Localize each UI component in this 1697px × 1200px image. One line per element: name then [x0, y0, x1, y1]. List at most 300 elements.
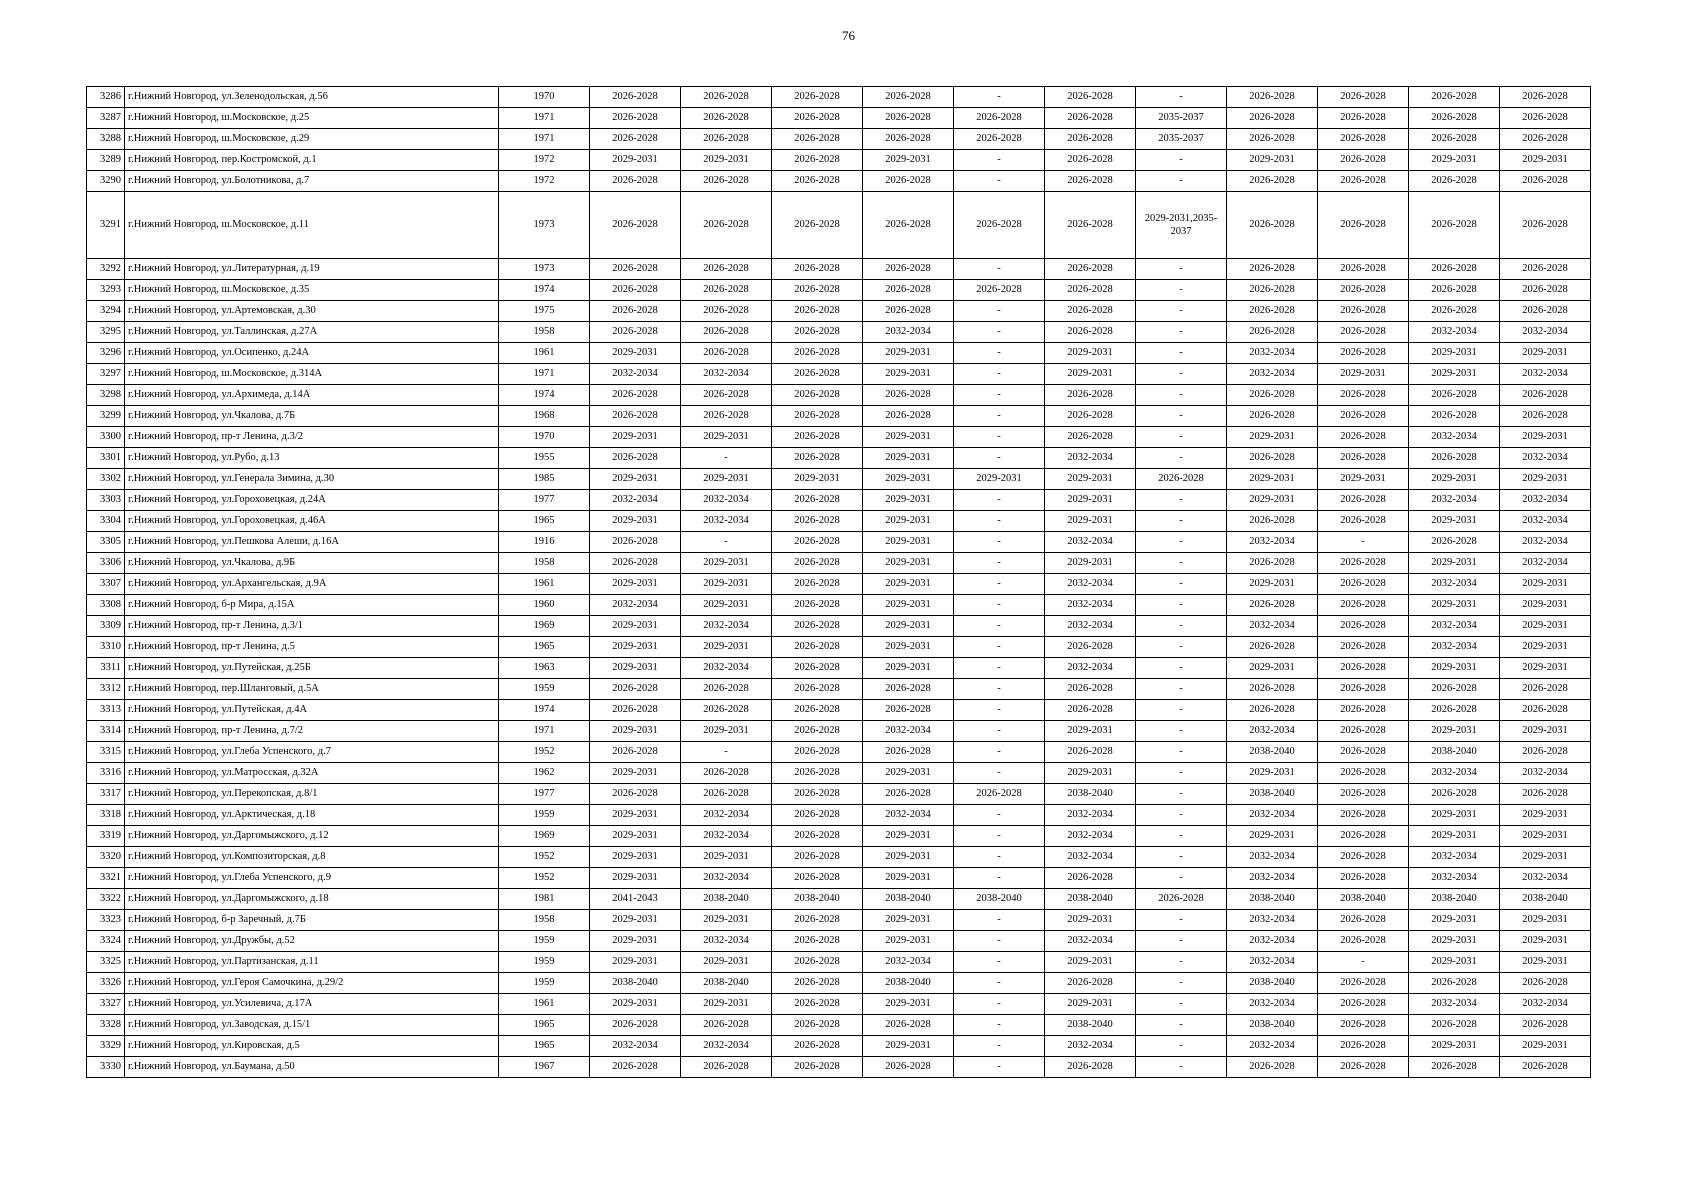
row-number-cell: 3305 [87, 532, 125, 553]
period-cell: 2026-2028 [1318, 574, 1409, 595]
row-number-cell: 3316 [87, 763, 125, 784]
period-cell: 2029-2031 [1500, 637, 1591, 658]
period-cell: 2029-2031 [863, 427, 954, 448]
period-cell: 2026-2028 [1227, 259, 1318, 280]
period-cell: 2026-2028 [772, 108, 863, 129]
period-cell: 2029-2031 [590, 721, 681, 742]
period-cell: 2026-2028 [863, 406, 954, 427]
table-row [87, 1036, 1591, 1057]
period-cell: 2029-2031 [1227, 469, 1318, 490]
address-cell: г.Нижний Новгород, пер.Шланговый, д.5А [125, 679, 499, 700]
period-cell: 2026-2028 [863, 784, 954, 805]
row-number-cell: 3292 [87, 259, 125, 280]
row-number-cell: 3286 [87, 87, 125, 108]
period-cell: 2029-2031 [681, 637, 772, 658]
period-cell: - [1318, 532, 1409, 553]
period-cell: 2026-2028 [1318, 322, 1409, 343]
period-cell: 2026-2028 [863, 700, 954, 721]
table-row [87, 1015, 1591, 1036]
table-row [87, 448, 1591, 469]
address-cell: г.Нижний Новгород, ул.Партизанская, д.11 [125, 952, 499, 973]
period-cell: 2032-2034 [1045, 574, 1136, 595]
period-cell: - [1136, 406, 1227, 427]
period-cell: 2026-2028 [1227, 322, 1318, 343]
year-built-cell: 1970 [499, 87, 590, 108]
period-cell: - [954, 637, 1045, 658]
period-cell: 2026-2028 [1318, 150, 1409, 171]
period-cell: 2032-2034 [1500, 490, 1591, 511]
period-cell: 2032-2034 [1500, 553, 1591, 574]
year-built-cell: 1961 [499, 994, 590, 1015]
period-cell: 2038-2040 [1227, 742, 1318, 763]
year-built-cell: 1971 [499, 721, 590, 742]
period-cell: 2029-2031 [863, 826, 954, 847]
period-cell: 2026-2028 [590, 1057, 681, 1078]
period-cell: - [681, 742, 772, 763]
period-cell: - [954, 595, 1045, 616]
period-cell: - [1136, 574, 1227, 595]
period-cell: 2029-2031 [681, 150, 772, 171]
period-cell: 2029-2031 [1500, 427, 1591, 448]
address-cell: г.Нижний Новгород, пр-т Ленина, д.3/1 [125, 616, 499, 637]
period-cell: 2026-2028 [1500, 406, 1591, 427]
period-cell: 2026-2028 [1227, 553, 1318, 574]
period-cell: 2038-2040 [863, 889, 954, 910]
period-cell: 2026-2028 [590, 532, 681, 553]
period-cell: 2038-2040 [1227, 784, 1318, 805]
period-cell: 2029-2031 [1409, 343, 1500, 364]
period-cell: 2035-2037 [1136, 129, 1227, 150]
period-cell: 2029-2031 [1409, 658, 1500, 679]
period-cell: - [954, 87, 1045, 108]
period-cell: 2026-2028 [590, 700, 681, 721]
period-cell: 2029-2031 [863, 868, 954, 889]
period-cell: - [1136, 259, 1227, 280]
repair-schedule-table [86, 86, 1591, 1078]
period-cell: 2026-2028 [772, 1057, 863, 1078]
address-cell: г.Нижний Новгород, ул.Чкалова, д.7Б [125, 406, 499, 427]
table-row [87, 343, 1591, 364]
row-number-cell: 3319 [87, 826, 125, 847]
period-cell: 2026-2028 [590, 301, 681, 322]
period-cell: 2029-2031 [590, 868, 681, 889]
row-number-cell: 3300 [87, 427, 125, 448]
period-cell: - [954, 427, 1045, 448]
period-cell: 2029-2031 [681, 994, 772, 1015]
table-row [87, 784, 1591, 805]
period-cell: 2026-2028 [1318, 1015, 1409, 1036]
table-row [87, 427, 1591, 448]
period-cell: 2029-2031 [1500, 469, 1591, 490]
period-cell: 2026-2028 [1045, 973, 1136, 994]
period-cell: 2032-2034 [590, 595, 681, 616]
row-number-cell: 3294 [87, 301, 125, 322]
year-built-cell: 1974 [499, 385, 590, 406]
period-cell: 2026-2028 [1500, 742, 1591, 763]
period-cell: 2026-2028 [1318, 637, 1409, 658]
table-row [87, 259, 1591, 280]
table-row [87, 108, 1591, 129]
period-cell: - [1136, 952, 1227, 973]
period-cell: 2029-2031 [1409, 595, 1500, 616]
period-cell: 2032-2034 [590, 364, 681, 385]
table-row [87, 910, 1591, 931]
period-cell: 2032-2034 [1409, 322, 1500, 343]
row-number-cell: 3318 [87, 805, 125, 826]
period-cell: - [954, 658, 1045, 679]
period-cell: - [954, 910, 1045, 931]
period-cell: - [954, 511, 1045, 532]
period-cell: 2026-2028 [1318, 259, 1409, 280]
row-number-cell: 3311 [87, 658, 125, 679]
address-cell: г.Нижний Новгород, ул.Литературная, д.19 [125, 259, 499, 280]
period-cell: 2032-2034 [681, 658, 772, 679]
table-row [87, 490, 1591, 511]
period-cell: 2026-2028 [1318, 868, 1409, 889]
period-cell: - [1136, 805, 1227, 826]
period-cell: 2026-2028 [681, 1015, 772, 1036]
period-cell: - [1136, 1036, 1227, 1057]
period-cell: 2029-2031 [863, 448, 954, 469]
period-cell: 2029-2031 [681, 427, 772, 448]
period-cell: 2026-2028 [772, 490, 863, 511]
period-cell: 2032-2034 [681, 490, 772, 511]
year-built-cell: 1974 [499, 700, 590, 721]
period-cell: 2026-2028 [772, 448, 863, 469]
period-cell: 2032-2034 [1500, 511, 1591, 532]
table-row [87, 364, 1591, 385]
period-cell: 2038-2040 [681, 973, 772, 994]
period-cell: 2026-2028 [1318, 129, 1409, 150]
period-cell: 2026-2028 [590, 448, 681, 469]
row-number-cell: 3322 [87, 889, 125, 910]
period-cell: 2029-2031 [1045, 490, 1136, 511]
period-cell: 2026-2028 [590, 679, 681, 700]
period-cell: 2026-2028 [1227, 700, 1318, 721]
period-cell: 2026-2028 [1409, 108, 1500, 129]
period-cell: 2032-2034 [1500, 364, 1591, 385]
row-number-cell: 3309 [87, 616, 125, 637]
row-number-cell: 3307 [87, 574, 125, 595]
period-cell: - [1136, 931, 1227, 952]
period-cell: 2032-2034 [590, 490, 681, 511]
period-cell: - [954, 721, 1045, 742]
period-cell: 2026-2028 [681, 301, 772, 322]
row-number-cell: 3301 [87, 448, 125, 469]
period-cell: 2029-2031 [863, 931, 954, 952]
period-cell: - [954, 679, 1045, 700]
period-cell: 2029-2031 [590, 343, 681, 364]
period-cell: 2026-2028 [772, 129, 863, 150]
period-cell: 2026-2028 [772, 679, 863, 700]
year-built-cell: 1959 [499, 805, 590, 826]
period-cell: 2026-2028 [1318, 679, 1409, 700]
address-cell: г.Нижний Новгород, ул.Усилевича, д.17А [125, 994, 499, 1015]
period-cell: 2026-2028 [772, 343, 863, 364]
period-cell: 2026-2028 [1318, 385, 1409, 406]
table-row [87, 280, 1591, 301]
address-cell: г.Нижний Новгород, пр-т Ленина, д.5 [125, 637, 499, 658]
year-built-cell: 1977 [499, 784, 590, 805]
address-cell: г.Нижний Новгород, ул.Гороховецкая, д.46А [125, 511, 499, 532]
period-cell: 2026-2028 [590, 406, 681, 427]
period-cell: 2029-2031 [590, 994, 681, 1015]
table-row [87, 553, 1591, 574]
period-cell: 2026-2028 [863, 1057, 954, 1078]
period-cell: 2026-2028 [863, 259, 954, 280]
period-cell: 2026-2028 [1227, 192, 1318, 259]
period-cell: 2026-2028 [590, 784, 681, 805]
period-cell: - [954, 171, 1045, 192]
period-cell: 2026-2028 [1227, 87, 1318, 108]
period-cell: - [954, 490, 1045, 511]
period-cell: - [1136, 511, 1227, 532]
period-cell: 2029-2031 [1227, 826, 1318, 847]
year-built-cell: 1971 [499, 108, 590, 129]
period-cell: 2026-2028 [772, 595, 863, 616]
table-row [87, 574, 1591, 595]
period-cell: 2026-2028 [1409, 973, 1500, 994]
period-cell: 2026-2028 [1500, 1015, 1591, 1036]
period-cell: 2026-2028 [772, 637, 863, 658]
period-cell: 2026-2028 [681, 343, 772, 364]
period-cell: 2029-2031 [954, 469, 1045, 490]
period-cell: - [954, 150, 1045, 171]
address-cell: г.Нижний Новгород, ул.Гороховецкая, д.24А [125, 490, 499, 511]
table-row [87, 973, 1591, 994]
period-cell: 2029-2031 [863, 469, 954, 490]
period-cell: 2026-2028 [1409, 280, 1500, 301]
year-built-cell: 1962 [499, 763, 590, 784]
address-cell: г.Нижний Новгород, ул.Генерала Зимина, д.30 [125, 469, 499, 490]
period-cell: 2026-2028 [772, 406, 863, 427]
period-cell: 2029-2031 [863, 343, 954, 364]
period-cell: - [954, 1015, 1045, 1036]
period-cell: 2038-2040 [590, 973, 681, 994]
period-cell: 2026-2028 [772, 511, 863, 532]
period-cell: 2026-2028 [1227, 637, 1318, 658]
period-cell: 2026-2028 [1318, 721, 1409, 742]
period-cell: 2032-2034 [681, 616, 772, 637]
table-row [87, 889, 1591, 910]
period-cell: 2032-2034 [1227, 910, 1318, 931]
period-cell: 2029-2031 [1500, 721, 1591, 742]
table-row [87, 1057, 1591, 1078]
period-cell: 2026-2028 [772, 763, 863, 784]
period-cell: 2026-2028 [681, 763, 772, 784]
period-cell: 2029-2031 [863, 532, 954, 553]
table-row [87, 931, 1591, 952]
period-cell: 2032-2034 [1409, 427, 1500, 448]
period-cell: - [954, 931, 1045, 952]
period-cell: 2029-2031 [863, 490, 954, 511]
table-row [87, 469, 1591, 490]
period-cell: 2026-2028 [1318, 280, 1409, 301]
period-cell: 2029-2031 [681, 469, 772, 490]
period-cell: 2026-2028 [1500, 171, 1591, 192]
period-cell: - [954, 364, 1045, 385]
row-number-cell: 3304 [87, 511, 125, 532]
table-row [87, 994, 1591, 1015]
period-cell: 2038-2040 [1227, 973, 1318, 994]
table-row [87, 826, 1591, 847]
period-cell: 2038-2040 [1227, 889, 1318, 910]
period-cell: 2026-2028 [681, 259, 772, 280]
period-cell: 2029-2031 [1045, 910, 1136, 931]
table-row [87, 952, 1591, 973]
year-built-cell: 1973 [499, 192, 590, 259]
year-built-cell: 1961 [499, 343, 590, 364]
period-cell: 2026-2028 [1500, 129, 1591, 150]
period-cell: 2026-2028 [1318, 931, 1409, 952]
period-cell: 2026-2028 [1318, 192, 1409, 259]
period-cell: 2029-2031 [1409, 721, 1500, 742]
period-cell: 2032-2034 [1227, 952, 1318, 973]
period-cell: 2029-2031 [590, 658, 681, 679]
address-cell: г.Нижний Новгород, пер.Костромской, д.1 [125, 150, 499, 171]
period-cell: 2026-2028 [1409, 700, 1500, 721]
period-cell: 2026-2028 [590, 385, 681, 406]
period-cell: 2026-2028 [1227, 448, 1318, 469]
period-cell: 2029-2031 [772, 469, 863, 490]
row-number-cell: 3325 [87, 952, 125, 973]
year-built-cell: 1916 [499, 532, 590, 553]
row-number-cell: 3327 [87, 994, 125, 1015]
row-number-cell: 3288 [87, 129, 125, 150]
period-cell: 2029-2031 [863, 595, 954, 616]
period-cell: 2026-2028 [1409, 406, 1500, 427]
period-cell: 2026-2028 [1409, 129, 1500, 150]
period-cell: 2026-2028 [590, 742, 681, 763]
period-cell: 2026-2028 [1318, 553, 1409, 574]
period-cell: 2029-2031 [1227, 490, 1318, 511]
period-cell: 2029-2031 [863, 150, 954, 171]
row-number-cell: 3308 [87, 595, 125, 616]
table-row [87, 129, 1591, 150]
period-cell: 2026-2028 [1227, 595, 1318, 616]
period-cell: - [1136, 721, 1227, 742]
period-cell: 2032-2034 [1227, 343, 1318, 364]
period-cell: 2032-2034 [1227, 532, 1318, 553]
period-cell: 2029-2031 [1227, 150, 1318, 171]
period-cell: 2026-2028 [1318, 616, 1409, 637]
period-cell: - [1136, 448, 1227, 469]
period-cell: 2026-2028 [1500, 700, 1591, 721]
period-cell: 2032-2034 [1409, 763, 1500, 784]
period-cell: 2029-2031 [590, 637, 681, 658]
period-cell: 2026-2028 [1227, 679, 1318, 700]
period-cell: 2038-2040 [1318, 889, 1409, 910]
period-cell: 2026-2028 [772, 322, 863, 343]
period-cell: 2026-2028 [1045, 427, 1136, 448]
period-cell: 2026-2028 [590, 87, 681, 108]
period-cell: 2026-2028 [954, 192, 1045, 259]
period-cell: 2026-2028 [772, 553, 863, 574]
period-cell: 2026-2028 [1500, 679, 1591, 700]
period-cell: 2026-2028 [1409, 87, 1500, 108]
address-cell: г.Нижний Новгород, б-р Мира, д.15А [125, 595, 499, 616]
year-built-cell: 1952 [499, 868, 590, 889]
year-built-cell: 1955 [499, 448, 590, 469]
address-cell: г.Нижний Новгород, ул.Осипенко, д.24А [125, 343, 499, 364]
period-cell: 2032-2034 [590, 1036, 681, 1057]
year-built-cell: 1967 [499, 1057, 590, 1078]
period-cell: 2026-2028 [1409, 448, 1500, 469]
period-cell: 2026-2028 [681, 406, 772, 427]
period-cell: 2026-2028 [681, 679, 772, 700]
period-cell: 2026-2028 [1045, 679, 1136, 700]
period-cell: 2026-2028 [772, 868, 863, 889]
period-cell: 2026-2028 [1409, 171, 1500, 192]
period-cell: 2029-2031 [1318, 469, 1409, 490]
table-row [87, 805, 1591, 826]
period-cell: - [954, 1036, 1045, 1057]
period-cell: 2032-2034 [1227, 847, 1318, 868]
period-cell: 2026-2028 [681, 322, 772, 343]
year-built-cell: 1969 [499, 826, 590, 847]
year-built-cell: 1952 [499, 742, 590, 763]
address-cell: г.Нижний Новгород, ул.Таллинская, д.27А [125, 322, 499, 343]
row-number-cell: 3326 [87, 973, 125, 994]
period-cell: 2029-2031 [863, 574, 954, 595]
period-cell: 2026-2028 [863, 385, 954, 406]
year-built-cell: 1981 [499, 889, 590, 910]
period-cell: 2038-2040 [1045, 784, 1136, 805]
period-cell: 2026-2028 [863, 87, 954, 108]
period-cell: 2038-2040 [1227, 1015, 1318, 1036]
period-cell: 2026-2028 [772, 847, 863, 868]
period-cell: - [1136, 742, 1227, 763]
row-number-cell: 3320 [87, 847, 125, 868]
address-cell: г.Нижний Новгород, ул.Путейская, д.25Б [125, 658, 499, 679]
table-row [87, 150, 1591, 171]
period-cell: 2032-2034 [1227, 805, 1318, 826]
address-cell: г.Нижний Новгород, ул.Героя Самочкина, д.29/2 [125, 973, 499, 994]
period-cell: 2029-2031 [1500, 931, 1591, 952]
period-cell: 2026-2028 [1045, 150, 1136, 171]
period-cell: 2029-2031 [1409, 910, 1500, 931]
period-cell: 2032-2034 [1227, 616, 1318, 637]
period-cell: 2026-2028 [590, 1015, 681, 1036]
table-row [87, 595, 1591, 616]
period-cell: - [1136, 847, 1227, 868]
period-cell: 2029-2031 [1045, 343, 1136, 364]
period-cell: 2032-2034 [681, 931, 772, 952]
period-cell: 2026-2028 [1318, 427, 1409, 448]
period-cell: 2026-2028 [1318, 658, 1409, 679]
period-cell: 2029-2031 [590, 469, 681, 490]
row-number-cell: 3328 [87, 1015, 125, 1036]
period-cell: 2032-2034 [1409, 574, 1500, 595]
period-cell: 2032-2034 [863, 721, 954, 742]
year-built-cell: 1958 [499, 553, 590, 574]
period-cell: 2026-2028 [1045, 1057, 1136, 1078]
period-cell: 2029-2031 [590, 931, 681, 952]
period-cell: - [954, 322, 1045, 343]
period-cell: 2026-2028 [772, 616, 863, 637]
period-cell: 2029-2031 [1227, 427, 1318, 448]
period-cell: 2038-2040 [954, 889, 1045, 910]
period-cell: 2032-2034 [1045, 847, 1136, 868]
period-cell: - [1136, 553, 1227, 574]
year-built-cell: 1973 [499, 259, 590, 280]
period-cell: - [954, 616, 1045, 637]
period-cell: - [681, 532, 772, 553]
period-cell: 2032-2034 [1045, 826, 1136, 847]
address-cell: г.Нижний Новгород, ул.Баумана, д.50 [125, 1057, 499, 1078]
row-number-cell: 3324 [87, 931, 125, 952]
period-cell: 2026-2028 [1045, 108, 1136, 129]
